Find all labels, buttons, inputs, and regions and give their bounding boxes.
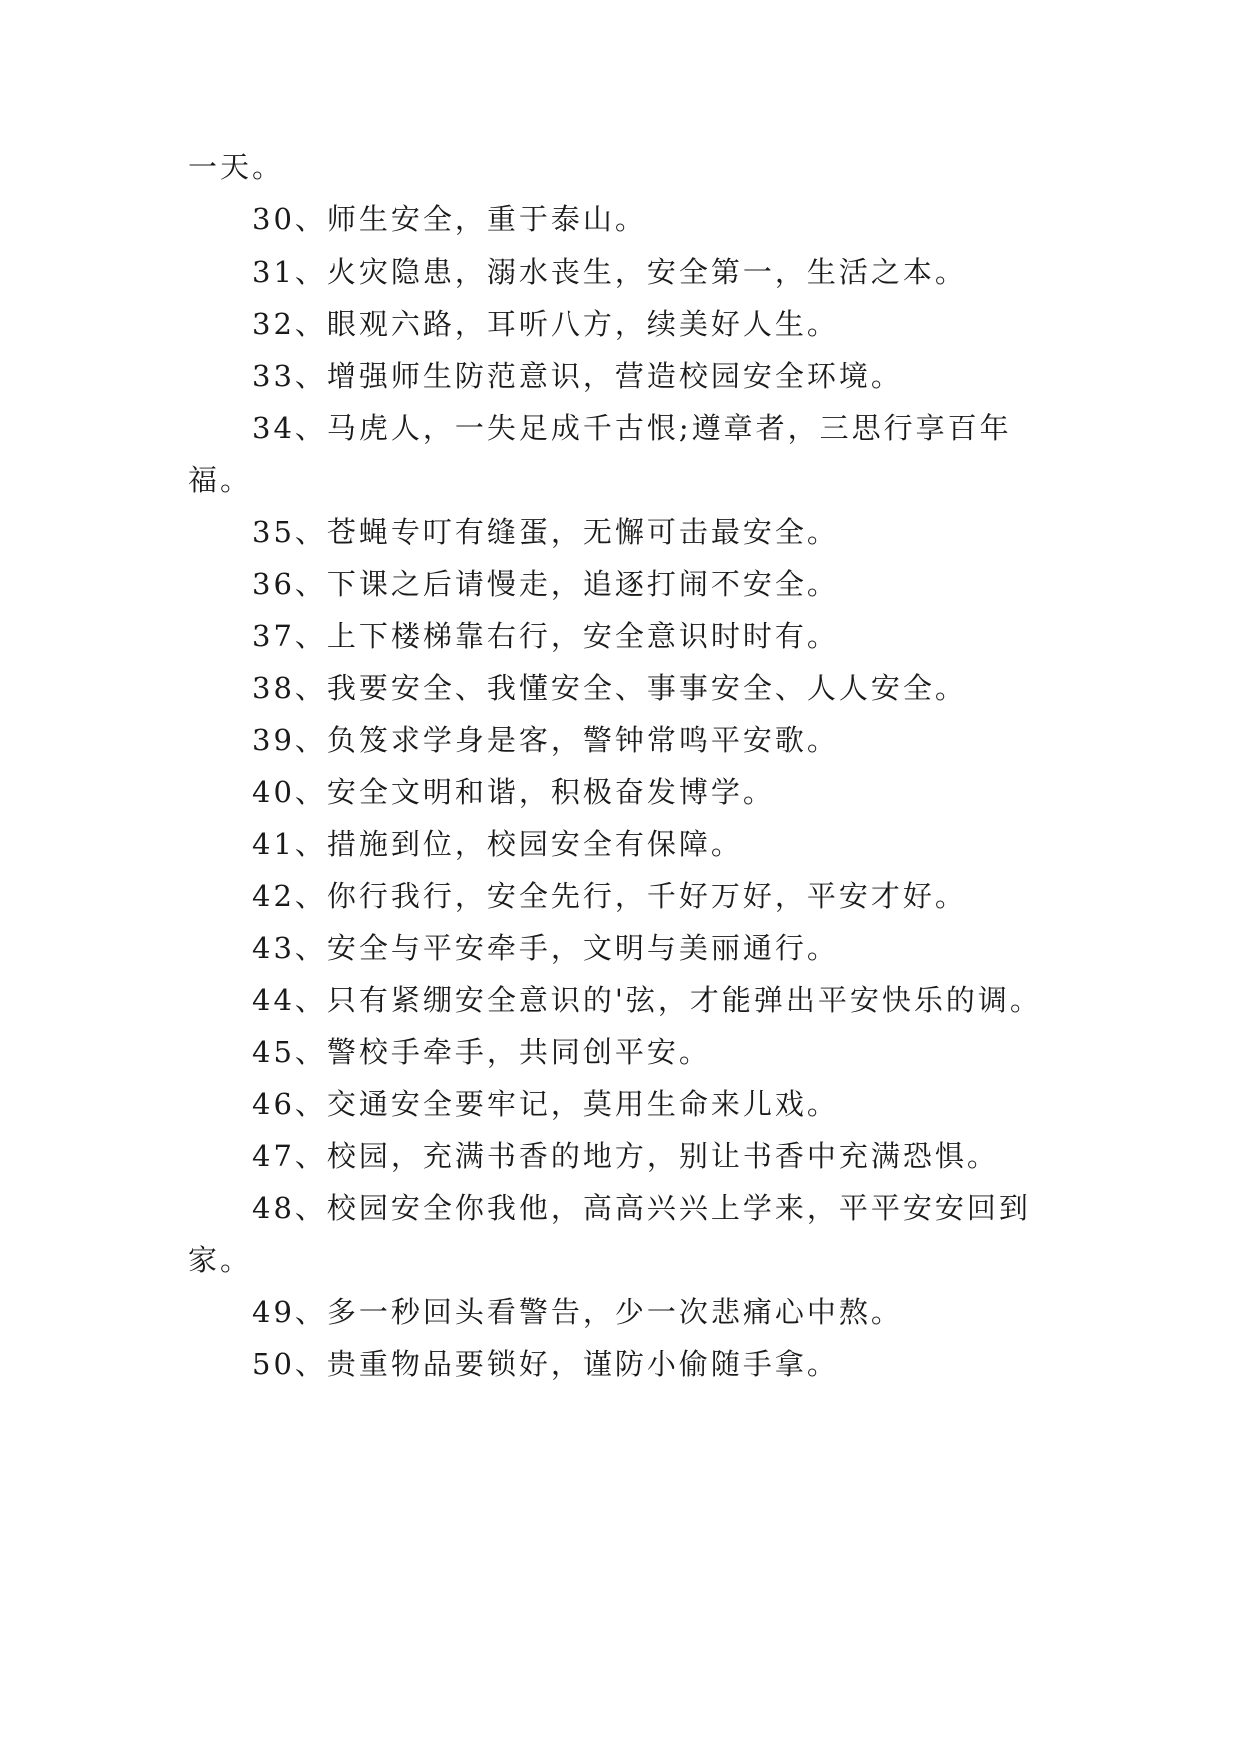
slogan-49: 49、多一秒回头看警告，少一次悲痛心中熬。 — [252, 1295, 903, 1329]
slogan-34: 34、马虎人，一失足成千古恨;遵章者，三思行享百年 — [252, 411, 1012, 445]
slogan-45: 45、警校手牵手，共同创平安。 — [252, 1035, 711, 1069]
slogan-47: 47、校园，充满书香的地方，别让书香中充满恐惧。 — [252, 1139, 999, 1173]
slogan-30: 30、师生安全，重于泰山。 — [252, 202, 647, 236]
slogan-50: 50、贵重物品要锁好，谨防小偷随手拿。 — [252, 1347, 839, 1381]
slogan-48: 48、校园安全你我他，高高兴兴上学来，平平安安回到 — [252, 1191, 1031, 1225]
slogan-38: 38、我要安全、我懂安全、事事安全、人人安全。 — [252, 671, 967, 705]
text-line: 一天。 — [188, 150, 285, 184]
slogan-42: 42、你行我行，安全先行，千好万好，平安才好。 — [252, 879, 967, 913]
slogan-39: 39、负笈求学身是客，警钟常鸣平安歌。 — [252, 723, 839, 757]
slogan-43: 43、安全与平安牵手，文明与美丽通行。 — [252, 931, 839, 965]
text-line: 家。 — [188, 1243, 253, 1277]
slogan-32: 32、眼观六路，耳听八方，续美好人生。 — [252, 307, 839, 341]
slogan-33: 33、增强师生防范意识，营造校园安全环境。 — [252, 359, 903, 393]
text-line: 福。 — [188, 463, 253, 497]
slogan-35: 35、苍蝇专叮有缝蛋，无懈可击最安全。 — [252, 515, 839, 549]
slogan-31: 31、火灾隐患，溺水丧生，安全第一，生活之本。 — [252, 255, 967, 289]
slogan-41: 41、措施到位，校园安全有保障。 — [252, 827, 743, 861]
slogan-37: 37、上下楼梯靠右行，安全意识时时有。 — [252, 619, 839, 653]
slogan-46: 46、交通安全要牢记，莫用生命来儿戏。 — [252, 1087, 839, 1121]
slogan-36: 36、下课之后请慢走，追逐打闹不安全。 — [252, 567, 839, 601]
slogan-40: 40、安全文明和谐，积极奋发博学。 — [252, 775, 775, 809]
slogan-44: 44、只有紧绷安全意识的'弦，才能弹出平安快乐的调。 — [252, 983, 1042, 1017]
